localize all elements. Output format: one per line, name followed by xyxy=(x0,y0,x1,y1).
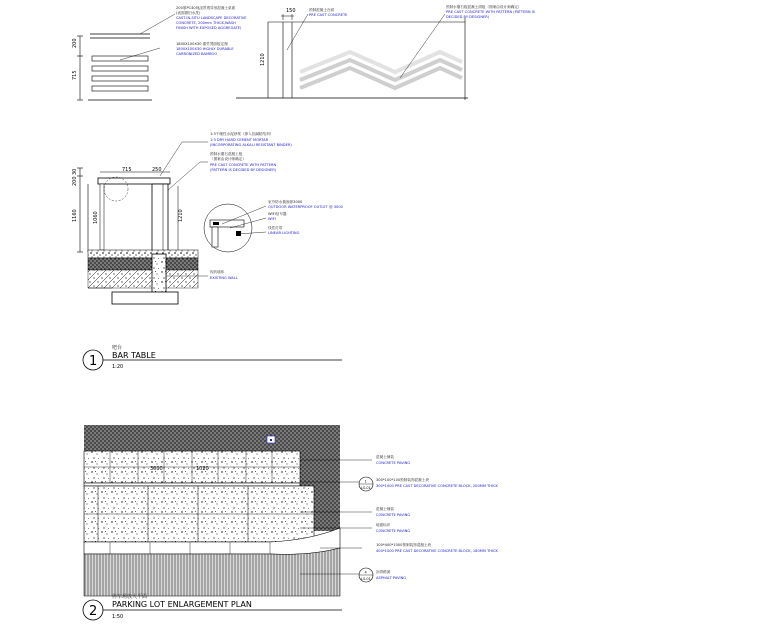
svg-text:CONCRETE PAVING: CONCRETE PAVING xyxy=(376,513,411,517)
svg-text:300*1000 PRE CAST DECORATIVE C: 300*1000 PRE CAST DECORATIVE CONCRETE BLOCK, 200MM THICK xyxy=(376,484,498,488)
svg-text:CONCRETE PAVING: CONCRETE PAVING xyxy=(376,529,411,533)
title-parking-lot-label: PARKING LOT ENLARGEMENT PLAN xyxy=(112,600,252,609)
svg-text:WIFI信号器: WIFI信号器 xyxy=(268,212,287,216)
plan-note-6 xyxy=(376,569,406,580)
svg-text:PRE CAST CONCRETE: PRE CAST CONCRETE xyxy=(309,13,348,17)
note-pattern-top xyxy=(446,4,536,19)
dim-1210: 1210 xyxy=(260,53,266,66)
svg-text:CAST-IN-SITU LANDSCAPE DECORAT: CAST-IN-SITU LANDSCAPE DECORATIVE xyxy=(176,16,247,20)
dim-250: 250 xyxy=(152,167,162,173)
note-pattern-section xyxy=(210,151,277,172)
svg-text:预制水磨石混凝土板: 预制水磨石混凝土板 xyxy=(210,152,243,156)
svg-text:1800X100X30 重竹凳面板定制: 1800X100X30 重竹凳面板定制 xyxy=(176,42,228,46)
title-number-1: 1 xyxy=(89,354,98,369)
title-bar-table-scale: 1:20 xyxy=(112,364,124,370)
svg-text:200厚PC40现浇景观异形混凝土桌面: 200厚PC40现浇景观异形混凝土桌面 xyxy=(176,6,236,10)
svg-text:混凝土铺装: 混凝土铺装 xyxy=(376,455,394,459)
plan-dim-b: 1020 xyxy=(196,466,209,472)
svg-text:100*400*1000预制装饰混凝土块: 100*400*1000预制装饰混凝土块 xyxy=(376,543,432,547)
svg-text:现状墙体: 现状墙体 xyxy=(210,270,225,274)
dim-200-section: 200 xyxy=(72,176,78,186)
dim-1060: 1060 xyxy=(93,211,99,224)
title-parking-lot xyxy=(83,593,342,620)
svg-text:LS-01: LS-01 xyxy=(361,577,371,581)
svg-text:地面标识: 地面标识 xyxy=(376,523,391,527)
bubble-4 xyxy=(359,568,373,582)
note-existing-wall xyxy=(210,269,238,280)
svg-text:(表面做旧水洗): (表面做旧水洗) xyxy=(176,11,201,15)
svg-text:4: 4 xyxy=(364,570,367,575)
svg-text:PRE CAST CONCRETE WITH PATTERN: PRE CAST CONCRETE WITH PATTERN xyxy=(210,163,277,167)
note-dry-mortar xyxy=(210,131,292,147)
plan-note-1 xyxy=(376,454,410,465)
svg-text:EXISTING WALL: EXISTING WALL xyxy=(210,276,238,280)
title-number-2: 2 xyxy=(89,604,98,619)
svg-text:ASPHALT PAVING: ASPHALT PAVING xyxy=(376,576,407,580)
svg-text:300*100*100预制装饰混凝土块: 300*100*100预制装饰混凝土块 xyxy=(376,478,429,482)
parking-lot-plan xyxy=(84,425,499,596)
svg-text:FINISH WITH EXPOSED AGGREGATE): FINISH WITH EXPOSED AGGREGATE) xyxy=(176,26,242,30)
svg-text:预制混凝土台面: 预制混凝土台面 xyxy=(309,8,335,12)
bar-table-section xyxy=(72,131,292,304)
svg-text:1800X100X30 HIGHLY DURABLE: 1800X100X30 HIGHLY DURABLE xyxy=(176,47,234,51)
svg-text:沥青路面: 沥青路面 xyxy=(376,570,391,574)
svg-text:（图案由设计师确定）: （图案由设计师确定） xyxy=(210,157,246,161)
svg-text:CONCRETE PAVING: CONCRETE PAVING xyxy=(376,461,411,465)
dim-200: 200 xyxy=(72,38,78,48)
svg-text:CONCRETE, 200mm THICK,WASH: CONCRETE, 200mm THICK,WASH xyxy=(176,21,236,25)
note-pre-cast-concrete xyxy=(309,7,348,17)
wall-elevation xyxy=(236,4,536,100)
svg-text:预制水磨石板混凝土面板（图案由设计师确定）: 预制水磨石板混凝土面板（图案由设计师确定） xyxy=(446,5,522,9)
plan-note-3 xyxy=(376,506,410,517)
title-bar-table-label: BAR TABLE xyxy=(112,351,156,360)
dim-715-section: 715 xyxy=(122,167,132,173)
svg-text:PRE CAST CONCRETE WITH PATTERN: PRE CAST CONCRETE WITH PATTERN (PATTERN IS xyxy=(446,10,536,14)
dim-30: 30 xyxy=(72,168,78,175)
svg-text:线性灯带: 线性灯带 xyxy=(268,226,283,230)
note-cast-in-situ xyxy=(176,5,247,30)
plan-note-2 xyxy=(376,477,499,488)
svg-text:1: 1 xyxy=(364,479,367,484)
svg-text:室外防水插座@3000: 室外防水插座@3000 xyxy=(268,200,303,204)
plan-dim-a: 3000 xyxy=(150,466,163,472)
svg-text:停车场放大平面: 停车场放大平面 xyxy=(112,594,148,600)
svg-text:400*1000 PRE CAST DECORATIVE C: 400*1000 PRE CAST DECORATIVE CONCRETE BLOCK, 180MM THICK xyxy=(376,549,498,553)
svg-text:(INCORPORATING ALKALI RESISTAN: (INCORPORATING ALKALI RESISTANT BINDER) xyxy=(210,143,292,147)
bench-elevation xyxy=(72,5,247,100)
title-parking-lot-scale: 1:50 xyxy=(112,614,124,620)
detail-callout xyxy=(204,199,344,252)
svg-text:LINEAR LIGHTING: LINEAR LIGHTING xyxy=(268,231,300,235)
svg-text:(PATTERN IS DECIDED BY DESIGNE: (PATTERN IS DECIDED BY DESIGNER) xyxy=(210,168,277,172)
svg-text:混凝土铺装: 混凝土铺装 xyxy=(376,507,394,511)
note-linear-lighting xyxy=(268,225,300,235)
plan-note-5 xyxy=(376,542,499,553)
svg-text:CARBONIZED BAMBOO: CARBONIZED BAMBOO xyxy=(176,52,218,56)
svg-text:DECIDED BY DESIGNER): DECIDED BY DESIGNER) xyxy=(446,15,490,19)
dim-150: 150 xyxy=(286,8,296,14)
note-outlet xyxy=(268,199,344,209)
dim-715: 715 xyxy=(72,70,78,80)
title-bar-table xyxy=(83,344,342,370)
svg-text:1:3 DRY HARD CEMENT MORTAR: 1:3 DRY HARD CEMENT MORTAR xyxy=(210,138,269,142)
svg-text:吧台: 吧台 xyxy=(112,345,123,351)
svg-text:1:3干硬性水泥砂浆（掺入抗碱粘结剂）: 1:3干硬性水泥砂浆（掺入抗碱粘结剂） xyxy=(210,132,274,136)
svg-text:WIFI: WIFI xyxy=(268,217,276,221)
bubble-1 xyxy=(359,477,373,491)
note-wifi xyxy=(268,211,287,221)
plan-note-4 xyxy=(376,522,410,533)
svg-text:LS-01: LS-01 xyxy=(361,486,371,490)
dim-1160: 1160 xyxy=(72,209,78,222)
svg-text:OUTDOOR WATERPROOF OUTLET @ 30: OUTDOOR WATERPROOF OUTLET @ 3000 xyxy=(268,205,343,209)
note-bamboo xyxy=(176,41,234,56)
dim-1210-section: 1210 xyxy=(178,209,184,222)
